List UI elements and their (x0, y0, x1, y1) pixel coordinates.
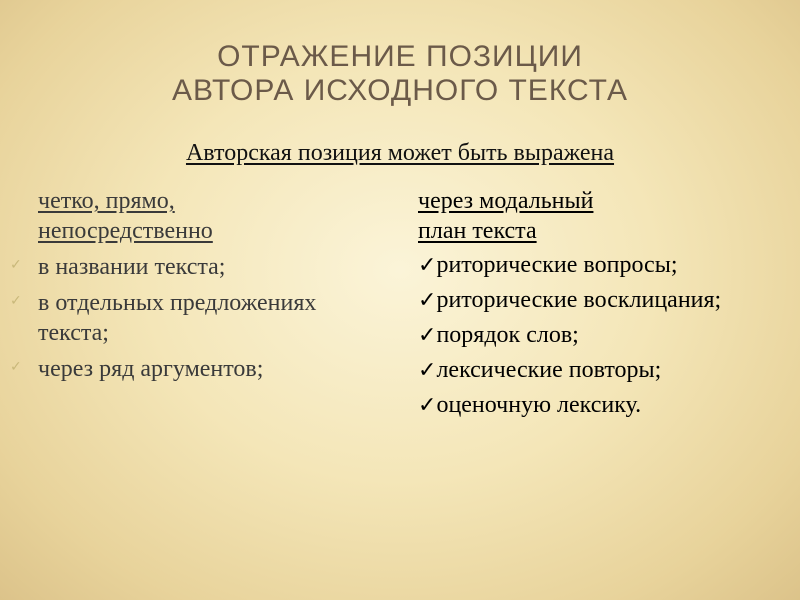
list-item-text: риторические вопросы; (436, 252, 678, 278)
list-item-text: в отдельных предложениях текста; (38, 290, 317, 346)
list-item (418, 320, 788, 351)
subtitle (0, 138, 800, 168)
right-heading-line-1: через модальный (418, 188, 594, 214)
title-line-2: АВТОРА ИСХОДНОГО ТЕКСТА (172, 74, 628, 107)
list-item (418, 355, 788, 386)
subtitle-text: Авторская позиция может быть выражена (185, 140, 615, 166)
left-heading (10, 186, 370, 246)
list-item (418, 250, 788, 281)
list-item-text: в названии текста; (38, 254, 226, 280)
list-item (10, 354, 370, 384)
list-item (418, 390, 788, 421)
list-item-text: лексические повторы; (436, 357, 662, 383)
left-heading-line-2: непосредственно (38, 218, 213, 244)
right-column (418, 186, 788, 421)
check-icon: ✓ (418, 253, 437, 278)
check-icon: ✓ (418, 358, 437, 383)
right-list (418, 250, 788, 421)
left-list (10, 252, 370, 384)
left-heading-line-1: четко, прямо, (38, 188, 175, 214)
check-icon: ✓ (418, 393, 437, 418)
list-item (10, 252, 370, 282)
left-column (10, 186, 370, 390)
list-item-text: оценочную лексику. (436, 392, 642, 418)
check-bullet-icon: ✓ (10, 257, 22, 273)
check-bullet-icon: ✓ (10, 293, 22, 309)
list-item-text: порядок слов; (436, 322, 579, 348)
right-heading (418, 186, 788, 246)
list-item (418, 285, 788, 316)
list-item-text: через ряд аргументов; (38, 356, 264, 382)
check-bullet-icon: ✓ (10, 359, 22, 375)
right-heading-line-2: план текста (418, 218, 537, 244)
slide-title (0, 40, 800, 108)
list-item (10, 288, 370, 348)
title-line-1: ОТРАЖЕНИЕ ПОЗИЦИИ (217, 40, 583, 73)
check-icon: ✓ (418, 323, 437, 348)
check-icon: ✓ (418, 288, 437, 313)
list-item-text: риторические восклицания; (436, 287, 722, 313)
